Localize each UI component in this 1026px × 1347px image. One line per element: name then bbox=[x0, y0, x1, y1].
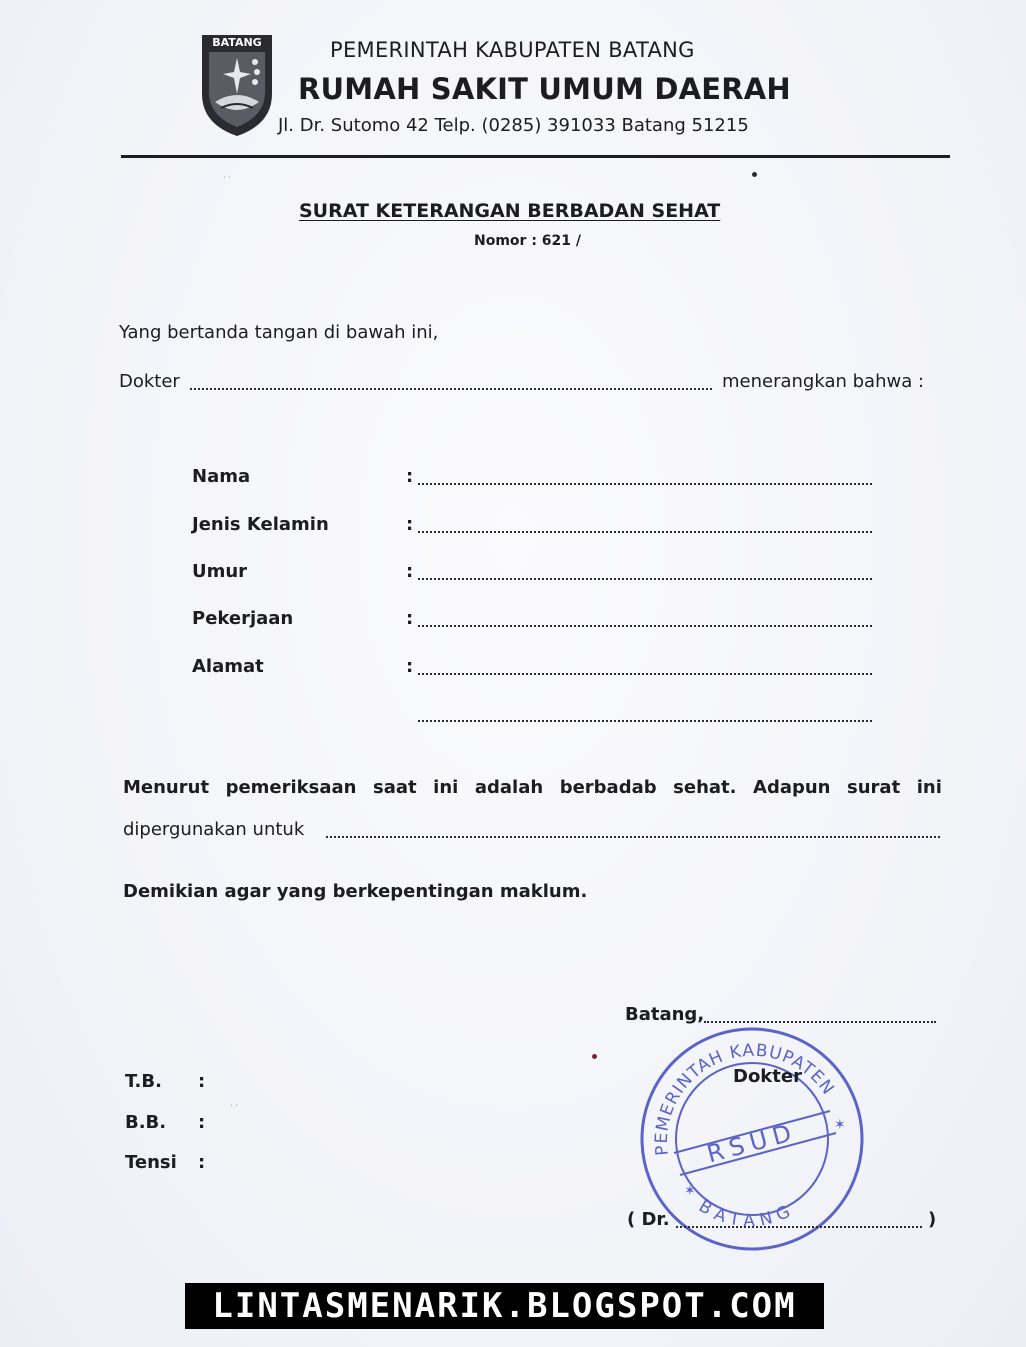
vital-label-tb: T.B. bbox=[125, 1071, 162, 1092]
letterhead-hospital: RUMAH SAKIT UMUM DAERAH bbox=[298, 72, 791, 106]
closing-text: Demikian agar yang berkepentingan maklum. bbox=[123, 881, 588, 902]
logo-text: BATANG bbox=[212, 36, 262, 49]
document-title: SURAT KETERANGAN BERBADAN SEHAT bbox=[299, 200, 721, 222]
watermark-banner bbox=[185, 1283, 824, 1329]
vital-label-bb: B.B. bbox=[125, 1112, 167, 1133]
field-colon: : bbox=[406, 466, 414, 487]
body-word: ini bbox=[916, 777, 942, 798]
body-word: Menurut bbox=[123, 777, 210, 798]
intro-text: Yang bertanda tangan di bawah ini, bbox=[119, 322, 439, 343]
body-word: pemeriksaan bbox=[225, 777, 357, 798]
signature-date-blank bbox=[704, 1021, 936, 1023]
body-word: berbadab bbox=[559, 777, 657, 798]
signature-place: Batang, bbox=[625, 1004, 705, 1025]
body-word: adalah bbox=[474, 777, 544, 798]
field-label-alamat: Alamat bbox=[192, 656, 264, 677]
scan-speck bbox=[592, 1054, 597, 1059]
body-word: ini bbox=[433, 777, 459, 798]
doctor-line-suffix: menerangkan bahwa : bbox=[722, 371, 925, 392]
stamp-top-text: PEMERINTAH KABUPATEN bbox=[651, 1040, 839, 1157]
signature-role: Dokter bbox=[733, 1066, 802, 1087]
field-colon: : bbox=[406, 514, 414, 535]
field-blank-umur bbox=[418, 578, 872, 580]
stamp-star-icon: ✶ bbox=[684, 1183, 696, 1199]
watermark-text: LINTASMENARIK.BLOGSPOT.COM bbox=[212, 1286, 797, 1326]
field-blank-nama bbox=[418, 483, 872, 485]
field-label-nama: Nama bbox=[192, 466, 251, 487]
scan-speck bbox=[752, 172, 757, 177]
field-label-umur: Umur bbox=[192, 561, 248, 582]
body-line-2: dipergunakan untuk bbox=[123, 819, 305, 840]
body-word: saat bbox=[373, 777, 417, 798]
vital-colon: : bbox=[198, 1152, 206, 1173]
field-blank-pekerjaan bbox=[418, 625, 872, 627]
field-colon: : bbox=[406, 561, 414, 582]
scan-speck: ˙˙ bbox=[229, 1104, 239, 1115]
vital-label-tensi: Tensi bbox=[125, 1152, 177, 1173]
field-label-pekerjaan: Pekerjaan bbox=[192, 608, 294, 629]
batang-regency-emblem bbox=[199, 32, 275, 138]
letterhead-government: PEMERINTAH KABUPATEN BATANG bbox=[330, 38, 695, 62]
field-blank-jenis-kelamin bbox=[418, 531, 872, 533]
stamp-star-icon: ✶ bbox=[834, 1117, 846, 1133]
body-word: Adapun bbox=[753, 777, 831, 798]
letterhead-address: Jl. Dr. Sutomo 42 Telp. (0285) 391033 Batang 51215 bbox=[278, 115, 749, 136]
vital-colon: : bbox=[198, 1071, 206, 1092]
signature-name-close: ) bbox=[928, 1209, 937, 1230]
field-blank-alamat bbox=[418, 673, 872, 675]
rsud-stamp bbox=[638, 1025, 866, 1253]
vital-colon: : bbox=[198, 1112, 206, 1133]
stamp-center-text: RSUD bbox=[703, 1117, 801, 1169]
signature-name-open: ( Dr. bbox=[627, 1209, 670, 1230]
doctor-label: Dokter bbox=[119, 371, 180, 392]
document-number: Nomor : 621 / bbox=[474, 233, 582, 249]
field-colon: : bbox=[406, 608, 414, 629]
letterhead-divider bbox=[121, 155, 950, 158]
body-word: surat bbox=[847, 777, 901, 798]
doctor-name-blank bbox=[190, 388, 712, 390]
field-colon: : bbox=[406, 656, 414, 677]
field-blank-alamat-2 bbox=[418, 720, 872, 722]
field-label-jenis-kelamin: Jenis Kelamin bbox=[192, 514, 329, 535]
body-word: sehat. bbox=[673, 777, 737, 798]
body-line-1 bbox=[123, 777, 942, 798]
signature-name-blank bbox=[676, 1226, 922, 1228]
stamp-bottom-text: BATANG bbox=[695, 1196, 799, 1232]
scan-speck: ˙˙ bbox=[222, 176, 232, 187]
purpose-blank bbox=[326, 836, 940, 838]
